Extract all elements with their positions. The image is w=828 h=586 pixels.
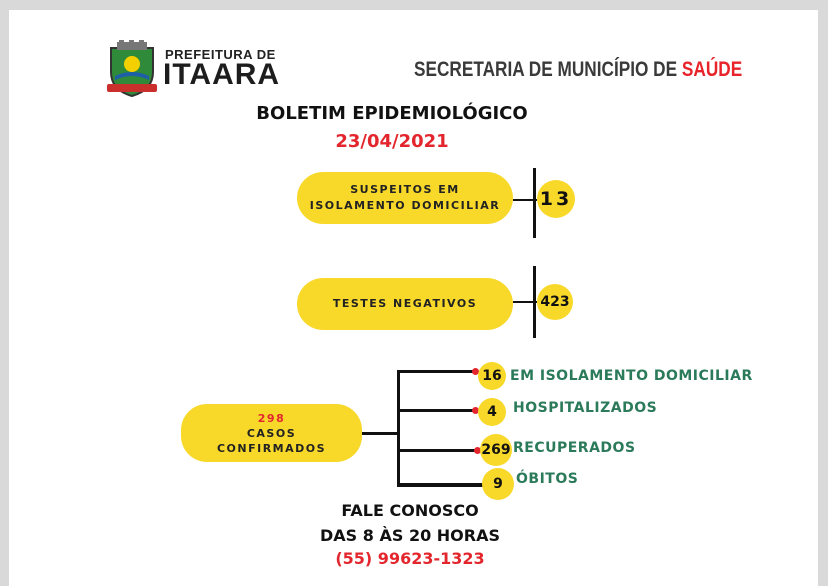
isolation-label: EM ISOLAMENTO DOMICILIAR (510, 368, 753, 384)
bulletin-date: 23/04/2021 (335, 131, 449, 152)
negative-tests-bracket (533, 266, 536, 338)
negative-tests-label: TESTES NEGATIVOS (332, 297, 478, 310)
contact-heading: FALE CONOSCO (341, 501, 479, 520)
suspects-count: 13 (537, 180, 575, 218)
confirmed-connector (362, 432, 398, 435)
branch-line-recovered (399, 449, 477, 452)
suspects-pill (297, 172, 513, 224)
city-crest-logo (103, 40, 161, 98)
hospitalized-label: HOSPITALIZADOS (513, 400, 658, 416)
branch-line-hospitalized (399, 409, 477, 412)
recovered-label: RECUPERADOS (513, 440, 636, 456)
hospitalized-count: 4 (478, 398, 506, 426)
contact-phone: (55) 99623-1323 (335, 549, 485, 568)
deaths-label: ÓBITOS (516, 471, 579, 487)
suspects-bracket (533, 168, 536, 238)
confirmed-label-1: CASOS (246, 426, 297, 440)
negative-tests-pill (297, 278, 513, 330)
secretaria-title (414, 58, 742, 82)
secretaria-text: SECRETARIA DE MUNICÍPIO DE (414, 58, 682, 81)
deaths-count: 9 (482, 468, 514, 500)
confirmed-tree-trunk (397, 370, 400, 487)
bulletin-title: BOLETIM EPIDEMIOLÓGICO (256, 103, 528, 124)
confirmed-label-2: CONFIRMADOS (216, 441, 327, 455)
suspects-label-2: ISOLAMENTO DOMICILIAR (309, 199, 501, 212)
city-name: ITAARA (163, 58, 281, 91)
branch-line-deaths (399, 483, 489, 487)
saude-text: SAÚDE (681, 58, 743, 81)
negative-tests-count: 423 (537, 284, 573, 320)
recovered-count: 269 (480, 434, 512, 466)
prefeitura-label: PREFEITURA DE (165, 47, 276, 62)
contact-hours: DAS 8 ÀS 20 HORAS (320, 526, 500, 545)
suspects-label-1: SUSPEITOS EM (350, 183, 460, 196)
confirmed-pill (181, 404, 362, 462)
isolation-count: 16 (478, 362, 506, 390)
branch-line-isolation (399, 370, 477, 373)
confirmed-total: 298 (257, 411, 286, 425)
